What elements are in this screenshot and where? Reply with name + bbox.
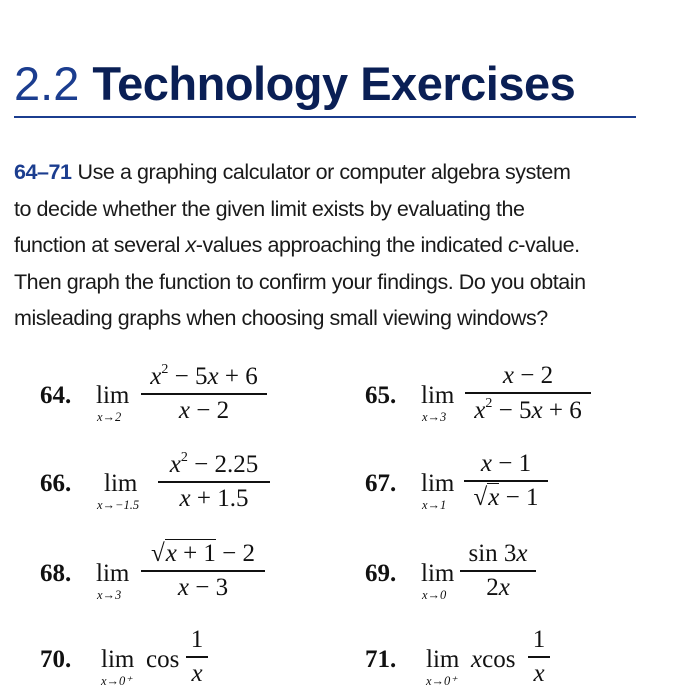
limit-approach: x→3: [422, 410, 447, 424]
limit-operator: lim: [96, 560, 130, 587]
heading-rule: [14, 116, 636, 118]
fraction: [141, 362, 267, 425]
limit-approach: x→1: [422, 498, 447, 512]
exercise-number: 65.: [365, 382, 397, 409]
function-name: cos: [146, 646, 180, 673]
section-heading: [14, 57, 576, 110]
denominator: 2x: [486, 573, 510, 601]
fraction: [141, 540, 265, 602]
fraction: [465, 362, 591, 425]
limit-approach: x→3: [97, 588, 122, 602]
numerator: $x^2 - 5x + 6$: [150, 362, 258, 390]
fraction: [460, 540, 536, 602]
numerator: 1: [532, 626, 546, 653]
section-number: 2.2: [14, 57, 80, 110]
limit-approach: x→0⁺: [101, 674, 132, 688]
exercise-number: 70.: [40, 646, 72, 673]
denominator: $x^2 - 5x + 6$: [474, 395, 582, 424]
limit-approach: x→2: [97, 410, 122, 424]
exercise-number: 68.: [40, 560, 72, 587]
numerator: √x + 1 − 2: [150, 540, 256, 567]
instructions-line-4: Then graph the function to confirm your findings. Do you obtain: [14, 269, 586, 294]
function-name: xcos: [471, 646, 516, 673]
numerator: x − 1: [480, 450, 532, 477]
fraction-bar: [464, 480, 548, 482]
limit-operator: lim: [421, 560, 455, 587]
exercise-number: 71.: [365, 646, 397, 673]
fraction-bar: [141, 570, 265, 572]
limit-operator: lim: [426, 646, 460, 673]
instructions-line-1: 64–71 Use a graphing calculator or computer algebra system: [14, 160, 571, 184]
numerator: $x^2 - 2.25$: [169, 450, 259, 478]
denominator: x + 1.5: [179, 484, 249, 512]
denominator: x − 2: [178, 396, 230, 424]
limit-operator: lim: [104, 470, 138, 497]
instructions-line-5: misleading graphs when choosing small viewing windows?: [14, 306, 548, 330]
fraction-bar: [465, 392, 591, 394]
fraction: [528, 626, 550, 688]
numerator: 1: [190, 626, 204, 653]
instructions-line-2: to decide whether the given limit exists by evaluating the: [14, 196, 525, 221]
limit-approach: x→0: [422, 588, 447, 602]
denominator: x − 3: [177, 573, 229, 601]
denominator: x: [533, 659, 545, 687]
limit-operator: lim: [101, 646, 135, 673]
limit-operator: lim: [421, 382, 455, 409]
instructions-line-3: function at several x-values approaching the indicated c-value.: [14, 233, 580, 257]
fraction-bar: [460, 570, 536, 572]
section-title: Technology Exercises: [92, 57, 576, 110]
fraction-bar: [141, 393, 267, 395]
numerator: x − 2: [502, 362, 554, 389]
limit-approach: x→−1.5: [97, 498, 140, 512]
denominator: x: [191, 659, 203, 687]
denominator: √x − 1: [473, 483, 539, 511]
fraction-bar: [158, 481, 270, 483]
limit-operator: lim: [421, 470, 455, 497]
fraction: [186, 626, 208, 688]
fraction-bar: [528, 656, 550, 658]
exercise-range: 64–71: [14, 160, 72, 184]
fraction: [158, 450, 270, 513]
fraction-bar: [186, 656, 208, 658]
limit-approach: x→0⁺: [426, 674, 457, 688]
exercise-number: 66.: [40, 470, 72, 497]
instructions-paragraph: [14, 154, 664, 337]
limit-operator: lim: [96, 382, 130, 409]
fraction: [464, 450, 548, 512]
exercise-number: 67.: [365, 470, 397, 497]
numerator: sin 3x: [468, 540, 528, 567]
exercise-number: 69.: [365, 560, 397, 587]
exercise-number: 64.: [40, 382, 72, 409]
